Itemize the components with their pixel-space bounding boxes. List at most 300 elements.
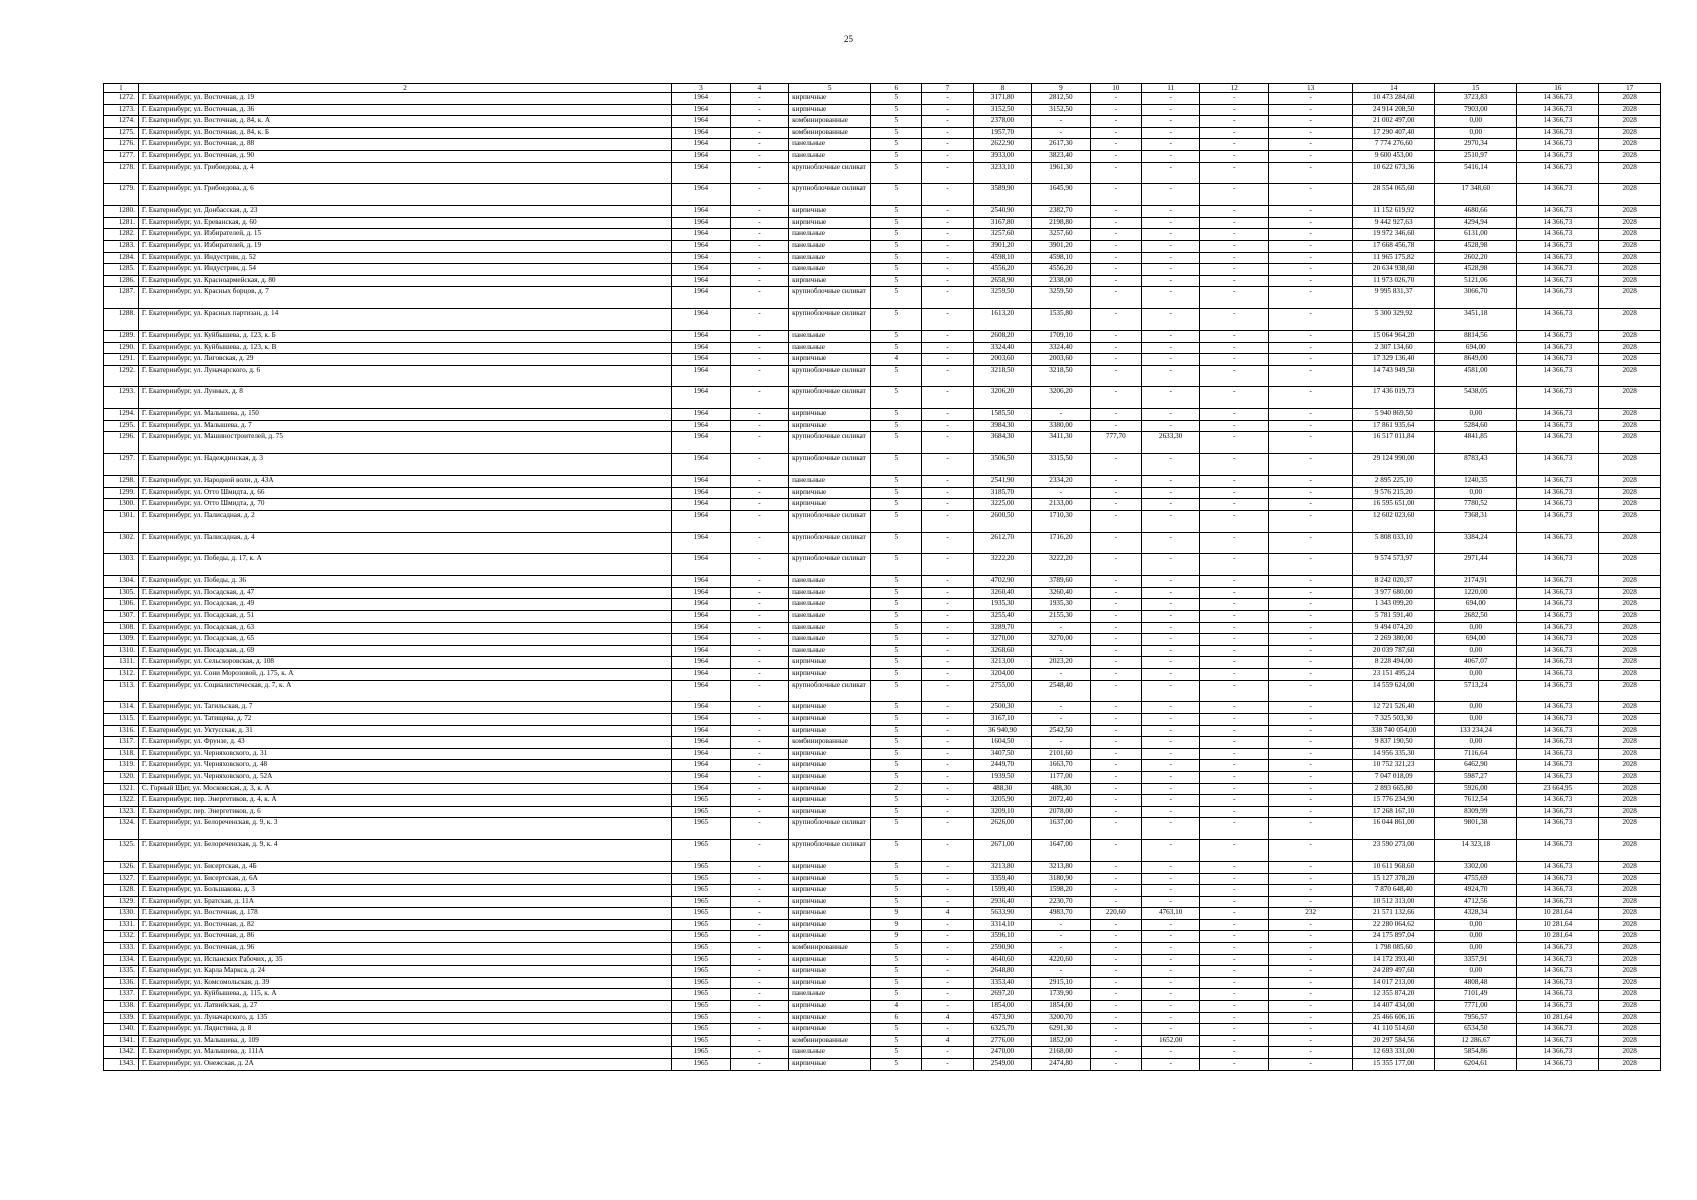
table-cell: кирпичные [789, 748, 871, 760]
table-cell: 3259,50 [1032, 287, 1090, 309]
table-cell: - [1090, 966, 1141, 978]
table-cell: 14 366,73 [1517, 989, 1599, 1001]
table-cell: - [730, 432, 788, 454]
table-cell: 9 574 573,97 [1353, 554, 1435, 576]
table-cell: - [730, 476, 788, 488]
table-cell: - [730, 611, 788, 623]
table-cell: 1331. [104, 919, 139, 931]
table-cell: 2028 [1599, 908, 1661, 920]
table-cell: 2028 [1599, 162, 1661, 184]
table-cell: 9 442 927,63 [1353, 217, 1435, 229]
table-cell: - [1090, 330, 1141, 342]
table-cell: - [1090, 725, 1141, 737]
table-cell: 8783,43 [1435, 454, 1517, 476]
table-cell: - [1200, 162, 1269, 184]
table-cell: - [1269, 760, 1353, 772]
table-cell: 3315,50 [1032, 454, 1090, 476]
table-cell: - [922, 795, 973, 807]
table-cell: - [1141, 330, 1199, 342]
table-cell: - [1141, 532, 1199, 554]
table-cell: - [1269, 365, 1353, 387]
table-cell: 9 600 453,00 [1353, 150, 1435, 162]
table-cell: - [1141, 342, 1199, 354]
table-cell: 694,00 [1435, 634, 1517, 646]
table-cell: - [922, 760, 973, 772]
table-cell: 2028 [1599, 532, 1661, 554]
table-cell: 14 366,73 [1517, 420, 1599, 432]
table-row [104, 680, 1661, 702]
table-cell: - [1090, 702, 1141, 714]
table-cell: кирпичные [789, 760, 871, 772]
table-cell: - [1141, 487, 1199, 499]
table-cell: 3901,20 [1032, 240, 1090, 252]
table-cell: - [1269, 702, 1353, 714]
table-cell: - [1269, 532, 1353, 554]
table-cell: - [730, 873, 788, 885]
table-row [104, 365, 1661, 387]
table-cell: 4220,60 [1032, 954, 1090, 966]
table-cell: 1305. [104, 587, 139, 599]
table-cell: 2633,30 [1141, 432, 1199, 454]
table-cell: - [922, 116, 973, 128]
table-cell: 1964 [672, 622, 730, 634]
table-cell: 2648,80 [973, 966, 1031, 978]
table-cell: Г. Екатеринбург, ул. Черняховского, д. 52А [138, 771, 671, 783]
table-cell: - [730, 657, 788, 669]
table-cell: 1322. [104, 795, 139, 807]
table-cell: - [1200, 576, 1269, 588]
table-cell: 1964 [672, 611, 730, 623]
table-cell: 1300. [104, 499, 139, 511]
table-cell: Г. Екатеринбург, ул. Посадская, д. 49 [138, 599, 671, 611]
table-cell: - [1269, 252, 1353, 264]
table-cell: 1965 [672, 931, 730, 943]
table-cell: 1342. [104, 1047, 139, 1059]
table-cell: 4528,98 [1435, 264, 1517, 276]
table-cell: 1939,50 [973, 771, 1031, 783]
table-cell: 1964 [672, 634, 730, 646]
table-cell: - [1141, 587, 1199, 599]
table-cell: Г. Екатеринбург, ул. Большакова, д. 3 [138, 885, 671, 897]
table-row [104, 252, 1661, 264]
table-cell: - [1141, 611, 1199, 623]
table-cell: - [1200, 365, 1269, 387]
table-cell: - [1090, 554, 1141, 576]
table-cell: кирпичные [789, 499, 871, 511]
table-cell: 1310. [104, 645, 139, 657]
table-cell: - [1090, 771, 1141, 783]
table-cell: 2028 [1599, 966, 1661, 978]
table-cell: 2549,00 [973, 1059, 1031, 1071]
table-cell: 2028 [1599, 510, 1661, 532]
table-row [104, 783, 1661, 795]
table-cell: - [922, 487, 973, 499]
table-cell: - [922, 657, 973, 669]
table-cell: - [1090, 229, 1141, 241]
table-cell: - [922, 840, 973, 862]
table-cell: 7780,52 [1435, 499, 1517, 511]
column-number-cell: 8 [973, 84, 1031, 93]
table-cell: - [730, 409, 788, 421]
table-cell: - [1090, 680, 1141, 702]
table-cell: Г. Екатеринбург, ул. Грибоедова, д. 4 [138, 162, 671, 184]
table-cell: 1309. [104, 634, 139, 646]
table-cell: 2500,30 [973, 702, 1031, 714]
table-cell: 1965 [672, 873, 730, 885]
table-cell: 3723,83 [1435, 93, 1517, 105]
table-cell: 1964 [672, 587, 730, 599]
table-cell: - [730, 885, 788, 897]
table-cell: - [922, 611, 973, 623]
table-cell: - [730, 93, 788, 105]
table-cell: 9 995 831,37 [1353, 287, 1435, 309]
table-cell: - [1200, 783, 1269, 795]
table-cell: - [1200, 432, 1269, 454]
table-cell: - [1032, 943, 1090, 955]
table-cell: Г. Екатеринбург, ул. Бисертская, д. 4Б [138, 861, 671, 873]
table-cell: - [730, 966, 788, 978]
table-cell: - [1141, 737, 1199, 749]
table-cell: 6 [871, 1012, 922, 1024]
table-cell: - [1200, 275, 1269, 287]
table-cell: 2334,20 [1032, 476, 1090, 488]
table-cell: 14 366,73 [1517, 229, 1599, 241]
table-cell: 3167,80 [973, 217, 1031, 229]
table-cell: 1647,00 [1032, 840, 1090, 862]
table-cell: - [1269, 354, 1353, 366]
table-cell: Г. Екатеринбург, пер. Энергетиков, д. 6 [138, 806, 671, 818]
table-cell: - [1200, 309, 1269, 331]
table-cell: 5 [871, 725, 922, 737]
table-row [104, 645, 1661, 657]
table-cell: - [730, 1024, 788, 1036]
table-cell: 2028 [1599, 725, 1661, 737]
table-cell: 14 366,73 [1517, 885, 1599, 897]
table-cell: - [922, 150, 973, 162]
table-cell: 1294. [104, 409, 139, 421]
table-cell: 2970,34 [1435, 139, 1517, 151]
table-cell: панельные [789, 476, 871, 488]
table-cell: 1965 [672, 896, 730, 908]
table-cell: 0,00 [1435, 702, 1517, 714]
table-cell: - [1269, 487, 1353, 499]
table-cell: 1964 [672, 365, 730, 387]
table-row [104, 760, 1661, 772]
table-cell: 14 366,73 [1517, 954, 1599, 966]
table-cell: - [1200, 885, 1269, 897]
table-cell: 133 234,24 [1435, 725, 1517, 737]
table-cell: 14 366,73 [1517, 104, 1599, 116]
table-cell: Г. Екатеринбург, ул. Малышева, д. 109 [138, 1035, 671, 1047]
table-cell: 21 571 132,66 [1353, 908, 1435, 920]
table-cell: 10 281,64 [1517, 931, 1599, 943]
table-cell: 14 366,73 [1517, 365, 1599, 387]
table-cell: Г. Екатеринбург, ул. Избирателей, д. 15 [138, 229, 671, 241]
table-cell: кирпичные [789, 966, 871, 978]
table-cell: 14 366,73 [1517, 795, 1599, 807]
table-cell: - [1200, 861, 1269, 873]
table-cell: 1965 [672, 1047, 730, 1059]
table-cell: 3218,50 [973, 365, 1031, 387]
table-row [104, 885, 1661, 897]
table-cell: - [730, 943, 788, 955]
table-cell: крупноблочные силикат [789, 554, 871, 576]
table-cell: - [1090, 989, 1141, 1001]
table-row [104, 432, 1661, 454]
table-cell: - [1200, 487, 1269, 499]
table-cell: 5 [871, 532, 922, 554]
table-cell: 1535,80 [1032, 309, 1090, 331]
table-cell: 2612,70 [973, 532, 1031, 554]
table-cell: - [1090, 760, 1141, 772]
table-cell: Г. Екатеринбург, ул. Избирателей, д. 19 [138, 240, 671, 252]
table-cell: 14 366,73 [1517, 264, 1599, 276]
table-cell: 14 366,73 [1517, 499, 1599, 511]
table-cell: 14 366,73 [1517, 510, 1599, 532]
table-cell: 2915,10 [1032, 977, 1090, 989]
table-row [104, 127, 1661, 139]
table-cell: - [730, 645, 788, 657]
table-cell: - [1269, 954, 1353, 966]
table-cell: - [1090, 206, 1141, 218]
table-cell: 3589,90 [973, 184, 1031, 206]
table-cell: - [922, 1001, 973, 1013]
table-cell: - [1141, 977, 1199, 989]
table-cell: 11 973 026,70 [1353, 275, 1435, 287]
table-cell: 1325. [104, 840, 139, 862]
table-cell: - [1200, 919, 1269, 931]
table-row [104, 554, 1661, 576]
table-cell: кирпичные [789, 668, 871, 680]
table-cell: - [730, 1059, 788, 1071]
table-cell: - [1141, 645, 1199, 657]
table-row [104, 861, 1661, 873]
table-cell: - [1200, 634, 1269, 646]
table-cell: 2028 [1599, 885, 1661, 897]
table-row [104, 287, 1661, 309]
table-cell: Г. Екатеринбург, ул. Восточная, д. 90 [138, 150, 671, 162]
table-cell: - [922, 554, 973, 576]
table-cell: 5 [871, 409, 922, 421]
table-cell: 5 [871, 896, 922, 908]
table-cell: Г. Екатеринбург, ул. Восточная, д. 19 [138, 93, 671, 105]
table-cell: - [1200, 587, 1269, 599]
table-cell: - [1141, 702, 1199, 714]
table-cell: 1286. [104, 275, 139, 287]
table-cell: - [1269, 599, 1353, 611]
table-cell: 1964 [672, 252, 730, 264]
table-row [104, 354, 1661, 366]
table-cell: 1964 [672, 680, 730, 702]
table-cell: 14 366,73 [1517, 217, 1599, 229]
table-cell: 1308. [104, 622, 139, 634]
table-cell: - [922, 1059, 973, 1071]
table-cell: 23 664,95 [1517, 783, 1599, 795]
table-cell: - [1200, 611, 1269, 623]
table-cell: - [922, 896, 973, 908]
table-cell: - [730, 139, 788, 151]
table-cell: 14 366,73 [1517, 657, 1599, 669]
table-cell: - [1269, 885, 1353, 897]
table-cell: Г. Екатеринбург, ул. Лунных, д. 8 [138, 387, 671, 409]
table-cell: 5 [871, 599, 922, 611]
table-row [104, 487, 1661, 499]
table-cell: 1282. [104, 229, 139, 241]
table-cell: - [1032, 127, 1090, 139]
table-cell: - [1141, 1024, 1199, 1036]
table-cell: - [1141, 840, 1199, 862]
table-cell: 2028 [1599, 611, 1661, 623]
table-cell: 5 [871, 275, 922, 287]
table-cell: 14 366,73 [1517, 943, 1599, 955]
table-cell: 4556,20 [973, 264, 1031, 276]
table-cell: - [1200, 217, 1269, 229]
table-cell: - [1269, 622, 1353, 634]
table-cell: - [1269, 264, 1353, 276]
table-cell: - [1032, 409, 1090, 421]
table-cell: 14 366,73 [1517, 139, 1599, 151]
table-cell: 5 [871, 645, 922, 657]
table-cell: крупноблочные силикат [789, 309, 871, 331]
table-cell: 14 172 393,40 [1353, 954, 1435, 966]
table-cell: Г. Екатеринбург, ул. Народной воли, д. 43А [138, 476, 671, 488]
table-cell: 17 348,60 [1435, 184, 1517, 206]
table-cell: - [922, 365, 973, 387]
table-cell: панельные [789, 645, 871, 657]
table-cell: Г. Екатеринбург, ул. Белореченская, д. 9, к. 3 [138, 818, 671, 840]
table-cell: 1320. [104, 771, 139, 783]
table-cell: 2028 [1599, 309, 1661, 331]
table-cell: 1652,00 [1141, 1035, 1199, 1047]
table-cell: - [1032, 919, 1090, 931]
table-cell: 1240,35 [1435, 476, 1517, 488]
column-number-row [104, 84, 1661, 93]
table-cell: - [1090, 840, 1141, 862]
table-row [104, 702, 1661, 714]
table-row [104, 409, 1661, 421]
table-cell: 2028 [1599, 116, 1661, 128]
table-cell: 1964 [672, 645, 730, 657]
table-cell: - [1141, 783, 1199, 795]
table-cell: - [1090, 354, 1141, 366]
table-cell: - [1200, 966, 1269, 978]
table-cell: 0,00 [1435, 409, 1517, 421]
table-cell: - [1090, 783, 1141, 795]
table-cell: 3270,00 [1032, 634, 1090, 646]
table-cell: 2028 [1599, 229, 1661, 241]
table-cell: - [1141, 206, 1199, 218]
table-cell: Г. Екатеринбург, ул. Латвийская, д. 27 [138, 1001, 671, 1013]
table-cell: 1327. [104, 873, 139, 885]
table-cell: Г. Екатеринбург, ул. Восточная, д. 178 [138, 908, 671, 920]
table-cell: крупноблочные силикат [789, 532, 871, 554]
table-cell: 1280. [104, 206, 139, 218]
table-cell: - [1269, 783, 1353, 795]
table-cell: 12 721 526,40 [1353, 702, 1435, 714]
table-cell: 1964 [672, 454, 730, 476]
table-cell: - [1200, 748, 1269, 760]
table-cell: 1313. [104, 680, 139, 702]
table-cell: 14 366,73 [1517, 713, 1599, 725]
table-cell: - [1090, 1024, 1141, 1036]
table-row [104, 342, 1661, 354]
table-cell: 0,00 [1435, 668, 1517, 680]
table-cell: 5 [871, 229, 922, 241]
table-cell: 1279. [104, 184, 139, 206]
table-cell: - [922, 783, 973, 795]
table-cell: Г. Екатеринбург, ул. Индустрии, д. 52 [138, 252, 671, 264]
table-cell: 17 861 935,64 [1353, 420, 1435, 432]
table-cell: 3411,30 [1032, 432, 1090, 454]
table-row [104, 476, 1661, 488]
table-cell: 2812,50 [1032, 93, 1090, 105]
table-cell: 1965 [672, 1024, 730, 1036]
table-cell: 10 473 284,60 [1353, 93, 1435, 105]
table-row [104, 919, 1661, 931]
table-cell: 1 343 099,20 [1353, 599, 1435, 611]
table-cell: 0,00 [1435, 931, 1517, 943]
table-cell: 1332. [104, 931, 139, 943]
table-cell: 4 [871, 354, 922, 366]
table-row [104, 611, 1661, 623]
table-cell: - [922, 885, 973, 897]
table-cell: 14 366,73 [1517, 576, 1599, 588]
table-cell: 5 [871, 104, 922, 116]
table-cell: 5 [871, 818, 922, 840]
table-cell: панельные [789, 634, 871, 646]
table-cell: 2 [871, 783, 922, 795]
table-cell: 1964 [672, 783, 730, 795]
table-cell: 2078,00 [1032, 806, 1090, 818]
table-cell: 2338,00 [1032, 275, 1090, 287]
table-cell: - [1141, 264, 1199, 276]
table-cell: - [730, 634, 788, 646]
table-cell: - [922, 217, 973, 229]
table-cell: 5 [871, 622, 922, 634]
table-cell: 7 870 648,40 [1353, 885, 1435, 897]
table-row [104, 240, 1661, 252]
table-cell: - [1200, 896, 1269, 908]
table-cell: 1964 [672, 150, 730, 162]
table-cell: 1964 [672, 487, 730, 499]
table-cell: Г. Екатеринбург, ул. Куйбышева, д. 115, к. А [138, 989, 671, 1001]
table-cell: 3257,60 [1032, 229, 1090, 241]
table-cell: - [1269, 795, 1353, 807]
table-cell: - [1141, 104, 1199, 116]
table-cell: - [1090, 873, 1141, 885]
table-cell: - [1200, 806, 1269, 818]
table-cell: 5 [871, 1035, 922, 1047]
table-row [104, 387, 1661, 409]
table-cell: 9 837 190,50 [1353, 737, 1435, 749]
table-cell: 4841,85 [1435, 432, 1517, 454]
table-cell: кирпичные [789, 713, 871, 725]
table-cell: 1964 [672, 116, 730, 128]
table-cell: 2028 [1599, 1047, 1661, 1059]
table-row [104, 748, 1661, 760]
table-row [104, 943, 1661, 955]
table-cell: 1965 [672, 1035, 730, 1047]
table-cell: - [1090, 275, 1141, 287]
table-cell: - [1141, 599, 1199, 611]
table-cell: - [1200, 499, 1269, 511]
table-cell: 2028 [1599, 806, 1661, 818]
table-cell: - [1141, 622, 1199, 634]
table-cell: - [1269, 139, 1353, 151]
table-cell: 1964 [672, 409, 730, 421]
table-cell: 2542,50 [1032, 725, 1090, 737]
table-cell: - [1269, 1001, 1353, 1013]
